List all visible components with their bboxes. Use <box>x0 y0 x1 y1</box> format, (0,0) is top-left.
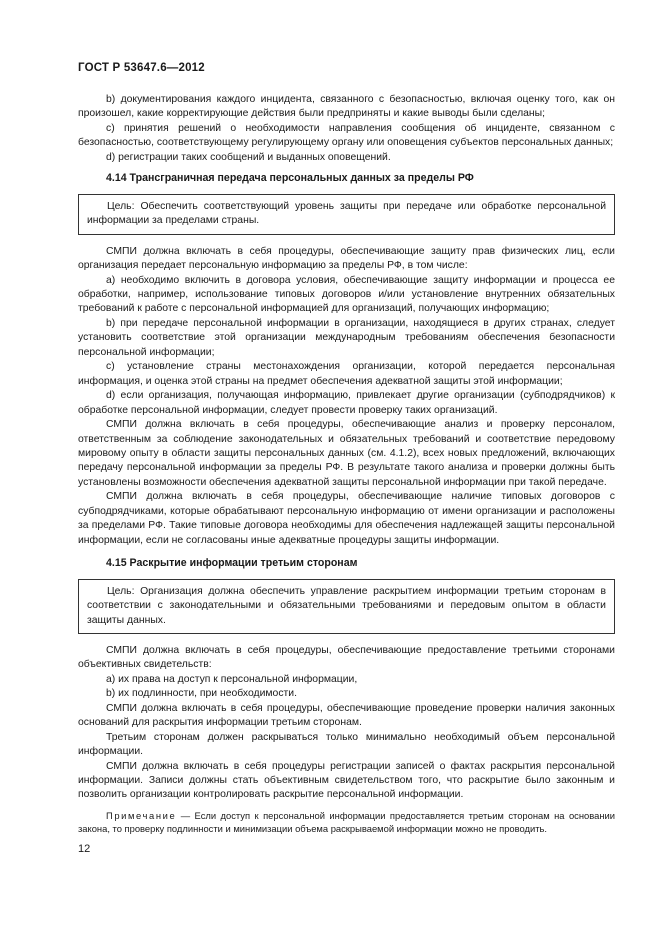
page-content <box>78 93 615 836</box>
section-4-14-title: 4.14 Трансграничная передача персональных данных за пределы РФ <box>106 172 474 185</box>
section-4-15-paragraph: Третьим сторонам должен раскрываться только минимально необходимый объем персональной информации. <box>78 731 615 758</box>
section-4-14-paragraph: СМПИ должна включать в себя процедуры, обеспечивающие анализ и проверку персоналом, ответственным за соблюдение законодательных и обязательных требований и соответствие передовому мировому опыту в области защиты персональных данных (см. 4.1.2), всех новых предложений, включающих передачу персональной информации за пределы РФ. В результате такого анализа и проверки должны быть установлены возможности обеспечения адекватной защиты персональной информации при такой передаче. <box>78 419 615 488</box>
page-number: 12 <box>78 843 91 855</box>
section-4-15-goal: Цель: Организация должна обеспечить управление раскрытием информации третьим сторонам в соответствии с законодательными и обязательными требованиями и передовым опытом в области защиты данных. <box>87 585 606 626</box>
section-4-15-paragraph: СМПИ должна включать в себя процедуры регистрации записей о фактах раскрытия персональной информации. Записи должны стать объективным свидетельством того, что раскрытие было законным и позволить организации контролировать раскрытие персональной информации. <box>78 760 615 801</box>
section-4-14-item-b: b) при передаче персональной информации в организации, находящиеся в других странах, следует установить соответствие этой организации международным требованиям обеспечения безопасности персональной информации; <box>78 317 615 358</box>
note-text: — Если доступ к персональной информации предоставляется третьим сторонам на основании закона, то проверку подлинности и минимизации объема раскрываемой информации можно не проводить. <box>78 809 615 835</box>
section-4-14-goal-box <box>78 194 615 235</box>
section-4-15-paragraph: СМПИ должна включать в себя процедуры, обеспечивающие проведение проверки наличия законных оснований для раскрытия информации третьим сторонам. <box>78 702 615 729</box>
note-paragraph <box>78 809 615 836</box>
section-4-14-goal: Цель: Обеспечить соответствующий уровень защиты при передаче или обработке персональной информации за пределами страны. <box>87 200 606 227</box>
note <box>78 809 615 836</box>
section-4-14-paragraph: СМПИ должна включать в себя процедуры, обеспечивающие наличие типовых договоров с субподрядчиками, которые обрабатывают персональную информацию от имени организации и расположены за пределами РФ. Такие типовые договора необходимы для обеспечения надлежащей защиты персональной информации, если не согласованы иные адекватные процедуры защиты информации. <box>78 491 615 546</box>
document-header: ГОСТ Р 53647.6—2012 <box>78 62 205 74</box>
section-4-14-item-d: d) если организация, получающая информацию, привлекает другие организации (субподрядчиков) к обработке персональной информации, следует провести проверку таких организаций. <box>78 390 615 416</box>
section-4-14-item-a: a) необходимо включить в договора условия, обеспечивающие защиту информации и процесса ее обработки, например, использование типовых договоров и/или установление внутренних обязательных требований к работе с персональной информацией для организаций, получающих информацию; <box>78 274 615 315</box>
section-4-14-item-c: c) установление страны местонахождения организации, которой передается персональная информация, и оценка этой страны на предмет обеспечения адекватной защиты этой информации; <box>78 361 615 387</box>
section-4-15-title: 4.15 Раскрытие информации третьим сторонам <box>106 557 358 570</box>
intro-item-c: c) принятия решений о необходимости направления сообщения об инциденте, связанном с безопасностью, соответствующему регулирующему органу или оповещения субъектов персональных данных; <box>78 122 615 149</box>
section-4-15-item-a: a) их права на доступ к персональной информации, <box>106 673 358 685</box>
note-label: Примечание <box>106 809 177 821</box>
section-4-15-item-b: b) их подлинности, при необходимости. <box>106 688 297 700</box>
intro-item-d: d) регистрации таких сообщений и выданных оповещений. <box>106 151 391 163</box>
section-4-15-paragraph: СМПИ должна включать в себя процедуры, обеспечивающие предоставление третьими сторонами объективных свидетельств: <box>78 644 615 671</box>
section-4-14-paragraph: СМПИ должна включать в себя процедуры, обеспечивающие защиту прав физических лиц, если организация передает персональную информацию за пределы РФ, в том числе: <box>78 245 615 272</box>
section-4-15-goal-box <box>78 579 615 634</box>
intro-item-b: b) документирования каждого инцидента, связанного с безопасностью, включая оценку того, как он произошел, какие корректирующие действия были предприняты и какие выводы были сделаны; <box>78 94 615 120</box>
